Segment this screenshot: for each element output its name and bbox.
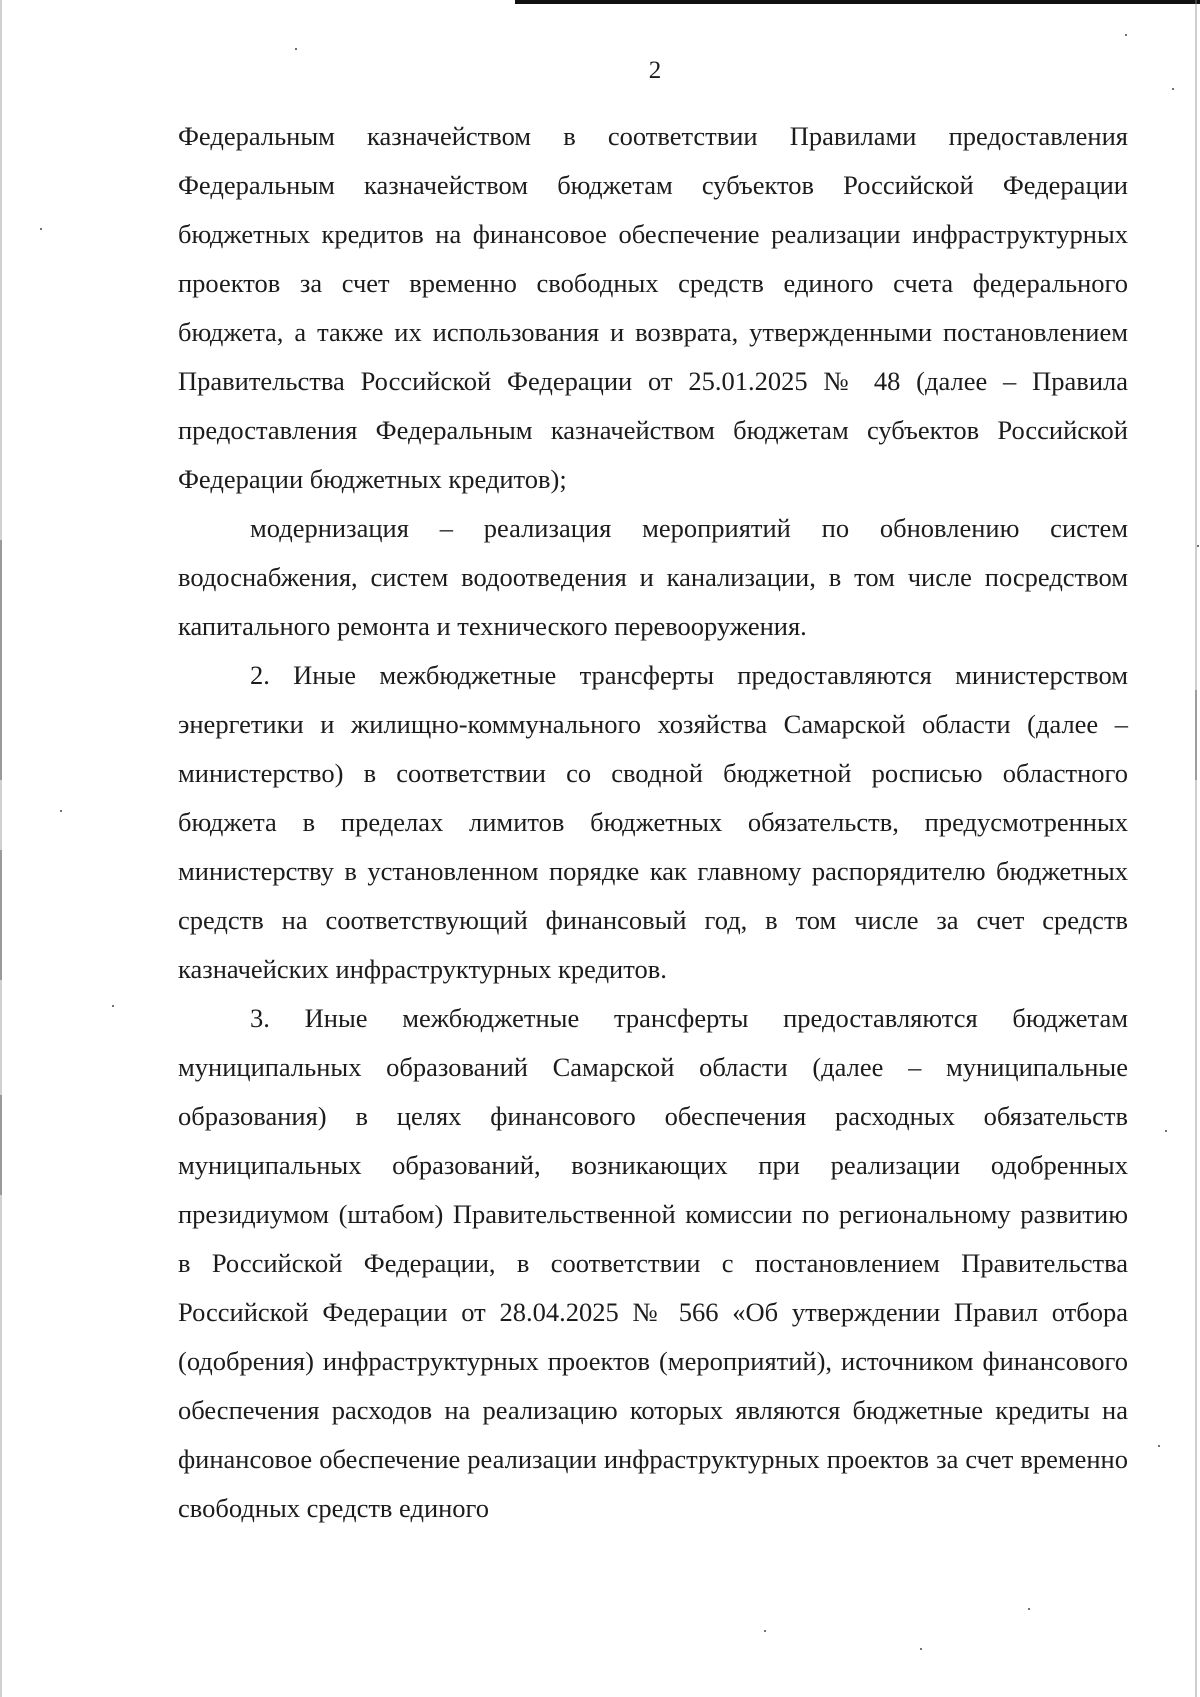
paragraph-rules-reference: Федеральным казначейством в соответствии Правилами предоставления Федеральным казначейством бюджетам субъектов Российской Федерации бюджетных кредитов на финансовое обеспечение реализации инфраструктурных проектов за счет временно свободных средств единого счета федерального бюджета, а также их использования и возврата, утвержденными постановлением Правительства Российской Федерации от 25.01.2025 № 48 (далее – Правила предоставления Федеральным казначейством бюджетам субъектов Российской Федерации бюджетных кредитов); — [178, 121, 1128, 494]
scan-top-border — [515, 0, 1200, 4]
scan-speck — [764, 1630, 766, 1632]
scan-speck — [1028, 1608, 1030, 1610]
scan-right-edge — [1195, 0, 1197, 1697]
scan-speck — [295, 48, 297, 50]
page-number: 2 — [648, 57, 662, 84]
paragraph-modernization-definition: модернизация – реализация мероприятий по обновлению систем водоснабжения, систем водоотведения и канализации, в том числе посредством капитального ремонта и технического перевооружения. — [178, 513, 1128, 641]
scan-left-edge — [0, 0, 2, 1697]
scan-speck — [112, 1005, 114, 1007]
paragraph-clause-3: 3. Иные межбюджетные трансферты предоставляются бюджетам муниципальных образований Самарской области (далее – муниципальные образования) в целях финансового обеспечения расходных обязательств муниципальных образований, возникающих при реализации одобренных президиумом (штабом) Правительственной комиссии по региональному развитию в Российской Федерации, в соответствии с постановлением Правительства Российской Федерации от 28.04.2025 № 566 «Об утверждении Правил отбора (одобрения) инфраструктурных проектов (мероприятий), источником финансового обеспечения расходов на реализацию которых являются бюджетные кредиты на финансовое обеспечение реализации инфраструктурных проектов за счет временно свободных средств единого — [178, 1003, 1128, 1523]
document-body — [178, 112, 1128, 1533]
scan-speck — [920, 1648, 922, 1650]
paragraph-clause-2: 2. Иные межбюджетные трансферты предоставляются министерством энергетики и жилищно-коммунального хозяйства Самарской области (далее – министерство) в соответствии со сводной бюджетной росписью областного бюджета в пределах лимитов бюджетных обязательств, предусмотренных министерству в установленном порядке как главному распорядителю бюджетных средств на соответствующий финансовый год, в том числе за счет средств казначейских инфраструктурных кредитов. — [178, 660, 1128, 984]
scan-speck — [1165, 1130, 1167, 1132]
scan-speck — [40, 228, 42, 230]
scan-speck — [60, 810, 62, 812]
scan-speck — [1172, 88, 1174, 90]
scan-left-edge-mark — [0, 850, 2, 980]
scan-speck — [1158, 1445, 1160, 1447]
scan-right-edge-mark — [1195, 690, 1197, 780]
scan-speck — [1197, 545, 1199, 547]
scan-speck — [1125, 34, 1127, 36]
scan-left-edge-mark — [0, 540, 2, 780]
scan-left-edge-mark — [0, 1095, 2, 1195]
